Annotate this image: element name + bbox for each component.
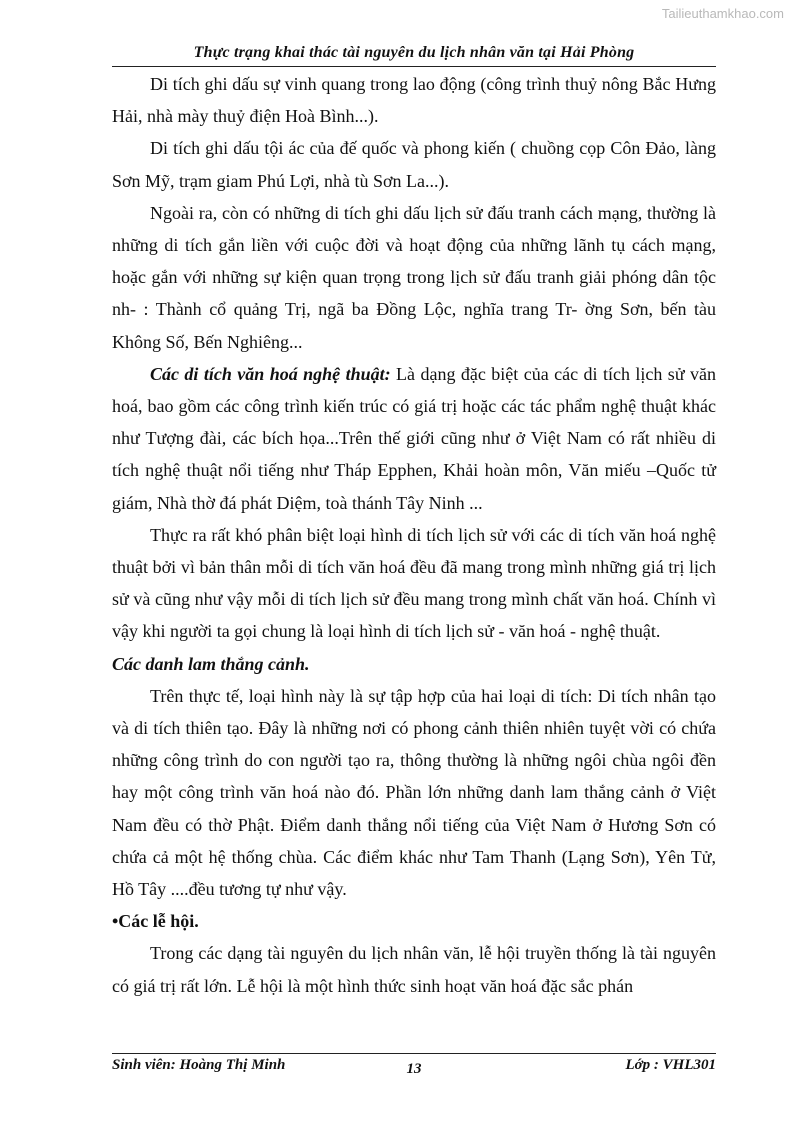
page-number: 13 [406, 1061, 422, 1077]
footer-student: Sinh viên: Hoàng Thị Minh [112, 1057, 286, 1073]
paragraph: Trong các dạng tài nguyên du lịch nhân văn, lễ hội truyền thống là tài nguyên có giá trị rất lớn. Lễ hội là một hình thức sinh hoạt văn hoá đặc sắc phán [112, 943, 716, 996]
paragraph: Di tích ghi dấu tội ác của đế quốc và phong kiến ( chuồng cọp Côn Đảo, làng Sơn Mỹ, trạm giam Phú Lợi, nhà tù Sơn La...). [112, 138, 716, 191]
paragraph-text: Là dạng đặc biệt của các di tích lịch sử văn hoá, bao gồm các công trình kiến trúc có giá trị hoặc các tác phẩm nghệ thuật khác như Tượng đài, các bích họa...Trên thế giới cũng như ở Việt Nam có rất nhiều di tích nghệ thuật nổi tiếng như Tháp Epphen, Khải hoàn môn, Văn miếu –Quốc tử giám, Nhà thờ đá phát Diệm, toà thánh Tây Ninh ... [112, 363, 716, 513]
paragraph: Trên thực tế, loại hình này là sự tập hợp của hai loại di tích: Di tích nhân tạo và di tích thiên tạo. Đây là những nơi có phong cảnh thiên nhiên tuyệt vời có chứa những công trình do con người tạo ra, thông thường là những ngôi chùa ngôi đền hay một công trình văn hoá nào đó. Phần lớn những danh lam thắng cảnh ở Việt Nam đều có thờ Phật. Điểm danh thắng nổi tiếng của Việt Nam ở Hương Sơn có chứa cả một hệ thống chùa. Các điểm khác như Tam Thanh (Lạng Sơn), Yên Tử, Hồ Tây ....đều tương tự như vậy. [112, 685, 716, 900]
footer-divider [112, 1053, 716, 1054]
paragraph: Di tích ghi dấu sự vinh quang trong lao động (công trình thuỷ nông Bắc Hưng Hải, nhà mày thuỷ điện Hoà Bình...). [112, 74, 716, 127]
page-header-title: Thực trạng khai thác tài nguyên du lịch nhân văn tại Hải Phòng [193, 44, 635, 61]
footer-class: Lớp : VHL301 [625, 1057, 716, 1073]
paragraph: Thực ra rất khó phân biệt loại hình di tích lịch sử với các di tích văn hoá nghệ thuật bởi vì bản thân mỗi di tích văn hoá đều đã mang trong mình những giá trị lịch sử và cũng như vậy mỗi di tích lịch sử đều mang trong mình chất văn hoá. Chính vì vậy khi người ta gọi chung là loại hình di tích lịch sử - văn hoá - nghệ thuật. [112, 524, 716, 642]
watermark: Tailieuthamkhao.com [661, 6, 784, 21]
paragraph-art-relics [112, 358, 716, 519]
document-body [112, 68, 716, 1002]
section-heading-danh-lam: Các danh lam thắng cảnh. [112, 653, 310, 674]
paragraph: Ngoài ra, còn có những di tích ghi dấu lịch sử đấu tranh cách mạng, thường là những di tích gắn liền với cuộc đời và hoạt động của những lãnh tụ cách mạng, hoặc gắn với những sự kiện quan trọng trong lịch sử đấu tranh giải phóng dân tộc nh- : Thành cổ quảng Trị, ngã ba Đồng Lộc, nghĩa trang Tr- ờng Sơn, bến tàu Không Số, Bến Nghiêng... [112, 202, 716, 352]
section-heading-le-hoi: •Các lễ hội. [112, 911, 199, 932]
header-divider [112, 66, 716, 67]
inline-heading: Các di tích văn hoá nghệ thuật: [150, 363, 391, 384]
